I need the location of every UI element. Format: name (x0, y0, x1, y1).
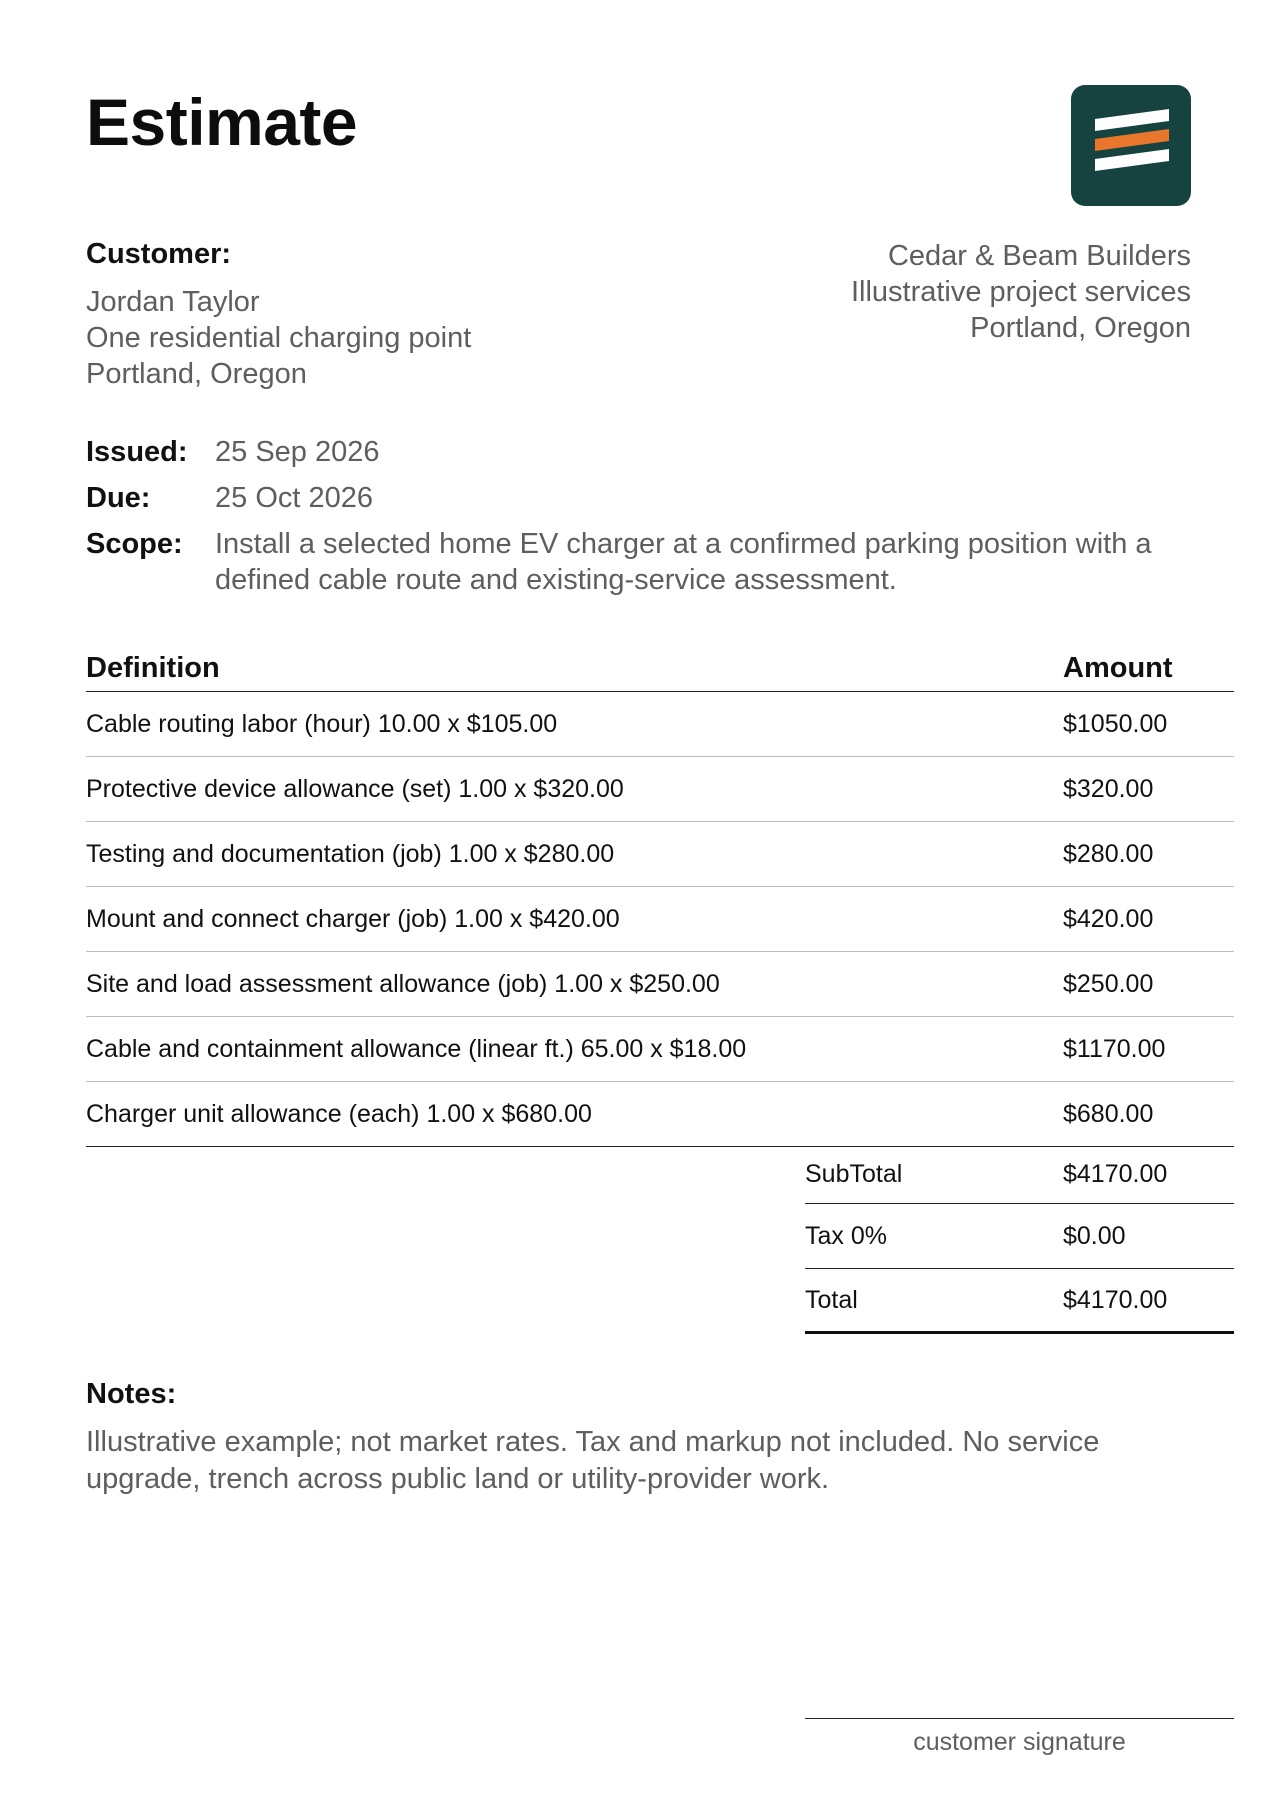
item-definition: Protective device allowance (set) 1.00 x $320.00 (86, 774, 624, 803)
item-definition: Mount and connect charger (job) 1.00 x $420.00 (86, 904, 620, 933)
item-definition: Cable and containment allowance (linear ft.) 65.00 x $18.00 (86, 1034, 747, 1063)
tax-label: Tax 0% (805, 1221, 887, 1250)
table-row (86, 757, 1234, 822)
issued-row (86, 434, 1236, 470)
customer-details (86, 284, 471, 392)
tax-value: $0.00 (1063, 1221, 1126, 1250)
total-value: $4170.00 (1063, 1285, 1168, 1314)
table-row (86, 822, 1234, 887)
company-name: Cedar & Beam Builders (887, 240, 1191, 272)
item-amount: $250.00 (1063, 969, 1154, 998)
scope-label: Scope: (86, 528, 183, 560)
subtotal-value: $4170.00 (1063, 1160, 1168, 1188)
totals-block (805, 1146, 1234, 1334)
item-amount: $320.00 (1063, 774, 1154, 803)
table-row (86, 952, 1234, 1017)
table-row (86, 1082, 1234, 1147)
amount-header: Amount (1063, 652, 1173, 684)
item-amount: $1050.00 (1063, 709, 1168, 738)
item-amount: $680.00 (1063, 1099, 1154, 1128)
item-definition: Cable routing labor (hour) 10.00 x $105.00 (86, 709, 558, 738)
item-definition: Testing and documentation (job) 1.00 x $280.00 (86, 839, 615, 868)
scope-row (86, 526, 1236, 598)
company-line-2: Illustrative project services (850, 276, 1191, 308)
line-items-table (86, 652, 1234, 1147)
item-amount: $280.00 (1063, 839, 1154, 868)
company-details (851, 238, 1191, 346)
customer-label: Customer: (86, 238, 232, 270)
customer-line-3: Portland, Oregon (86, 358, 307, 390)
signature-line (805, 1718, 1234, 1719)
definition-header: Definition (86, 652, 220, 684)
due-label: Due: (86, 482, 151, 514)
total-label: Total (805, 1285, 858, 1314)
item-definition: Charger unit allowance (each) 1.00 x $680.00 (86, 1099, 592, 1128)
notes-text: Illustrative example; not market rates. Tax and markup not included. No service upgrade, trench across public land or utility-provider work. (86, 1426, 1100, 1495)
item-definition: Site and load assessment allowance (job) 1.00 x $250.00 (86, 969, 720, 998)
company-line-3: Portland, Oregon (970, 312, 1191, 344)
company-logo-icon (1071, 85, 1191, 206)
scope-text: Install a selected home EV charger at a confirmed parking position with a defined cable route and existing-service assessment. (215, 528, 1152, 596)
due-date: 25 Oct 2026 (215, 482, 373, 514)
item-amount: $420.00 (1063, 904, 1154, 933)
subtotal-row (805, 1146, 1234, 1204)
table-row (86, 1017, 1234, 1082)
subtotal-label: SubTotal (805, 1160, 903, 1188)
table-row (86, 692, 1234, 757)
customer-name: Jordan Taylor (86, 286, 260, 318)
total-row (805, 1269, 1234, 1334)
customer-line-2: One residential charging point (86, 322, 472, 354)
table-row (86, 887, 1234, 952)
issued-date: 25 Sep 2026 (215, 436, 380, 468)
tax-row (805, 1204, 1234, 1269)
document-title: Estimate (86, 85, 358, 159)
item-amount: $1170.00 (1063, 1034, 1166, 1063)
due-row (86, 480, 1236, 516)
signature-label: customer signature (913, 1728, 1126, 1756)
table-header (86, 652, 1234, 692)
issued-label: Issued: (86, 436, 188, 468)
estimate-meta (86, 434, 1236, 608)
notes-label: Notes: (86, 1378, 177, 1410)
